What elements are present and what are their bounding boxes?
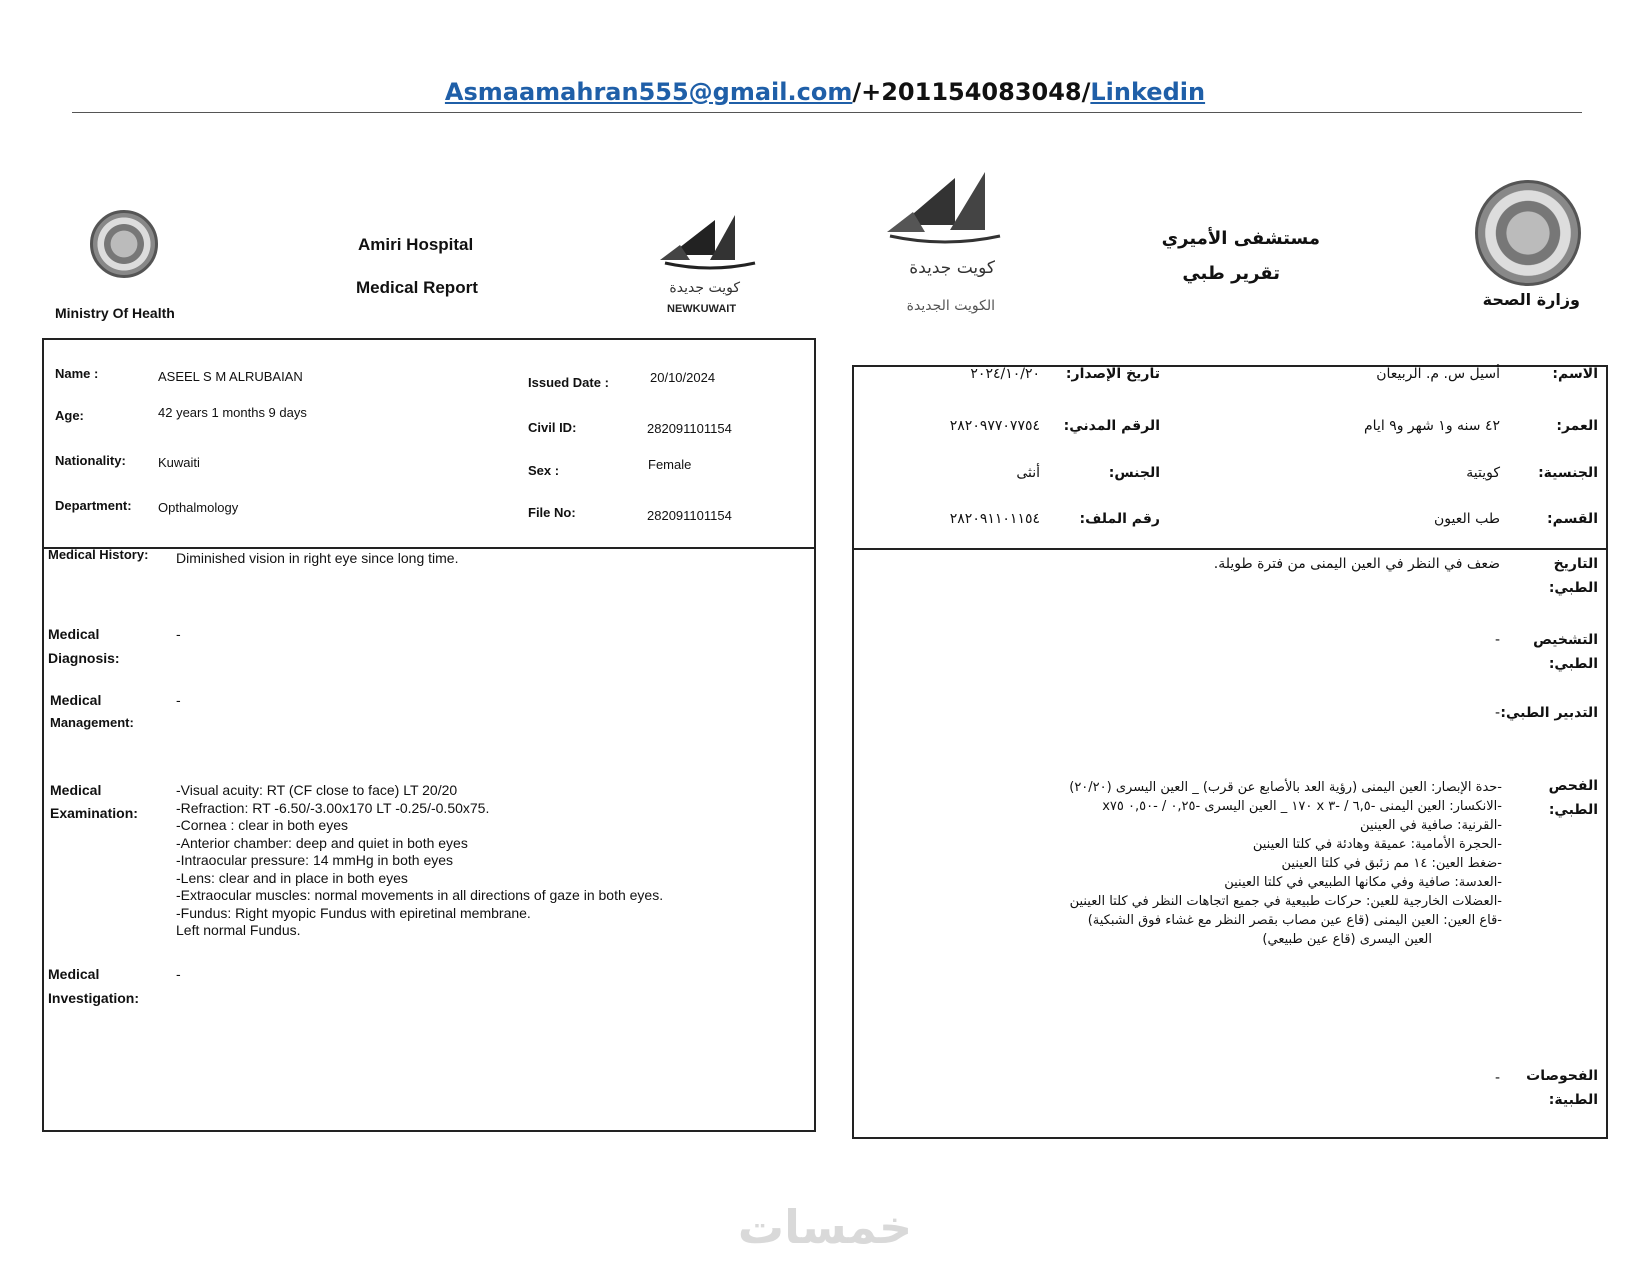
investigation-label: Medical	[48, 966, 100, 982]
issued-value: 20/10/2024	[650, 370, 716, 385]
age-value: 42 years 1 months 9 days	[158, 405, 307, 420]
sex-label-ar: الجنس:	[1108, 465, 1160, 481]
examination-label-2: Examination:	[50, 805, 138, 821]
management-value: -	[176, 692, 181, 708]
civil-label-ar: الرقم المدني:	[1063, 418, 1160, 434]
name-value: ASEEL S M ALRUBAIAN	[158, 369, 303, 384]
investigation-label-ar: الفحوصات	[1526, 1068, 1598, 1084]
nationality-value: Kuwaiti	[158, 455, 200, 470]
name-value-ar: أسيل س. م. الربيعان	[1376, 366, 1500, 382]
nationality-label: Nationality:	[55, 453, 126, 468]
investigation-label-ar-2: الطبية:	[1548, 1092, 1598, 1108]
management-label: Medical	[50, 692, 102, 708]
history-value-ar: ضعف في النظر في العين اليمنى من فترة طويلة.	[1213, 556, 1500, 572]
diagnosis-value-ar: -	[1494, 632, 1500, 648]
exam-line: -Anterior chamber: deep and quiet in both eyes	[176, 834, 468, 851]
exam-line: -Refraction: RT -6.50/-3.00x170 LT -0.25/-0.50x75.	[176, 799, 490, 816]
exam-line: -Lens: clear and in place in both eyes	[176, 869, 408, 886]
examination-label-ar-2: الطبي:	[1548, 802, 1598, 818]
exam-line: -Visual acuity: RT (CF close to face) LT 20/20	[176, 782, 458, 798]
examination-label-ar: الفحص	[1548, 778, 1598, 794]
section-divider	[42, 547, 814, 549]
examination-label: Medical	[50, 782, 102, 798]
examination-list	[176, 782, 663, 940]
department-label-ar: القسم:	[1547, 511, 1598, 527]
file-value: 282091101154	[647, 508, 732, 523]
hospital-name-ar: مستشفى الأميري	[1161, 228, 1320, 249]
management-value-ar: -	[1494, 705, 1500, 721]
examination-list-ar	[960, 778, 1502, 949]
file-label-ar: رقم الملف:	[1079, 511, 1160, 527]
age-label-ar: العمر:	[1556, 418, 1598, 434]
department-label: Department:	[55, 498, 132, 513]
exam-line-ar: -قاع العين: العين اليمنى (قاع عين مصاب بقصر النظر مع غشاء فوق الشبكية)	[1087, 913, 1502, 928]
exam-line-ar: -الانكسار: العين اليمنى -٦,٥ / -٣ x ١٧٠ _ العين اليسرى -٠,٢٥ / -٠,٥٠ x٧٥	[1102, 799, 1502, 814]
sex-value-ar: أنثى	[1016, 465, 1040, 481]
kuwait-emblem-icon	[1475, 180, 1581, 286]
logo-arabic-text: كويت جديدة	[909, 258, 995, 278]
name-label-ar: الاسم:	[1552, 366, 1598, 382]
report-title: Medical Report	[356, 278, 478, 297]
nationality-value-ar: كويتية	[1466, 465, 1500, 481]
report-title-ar: تقرير طبي	[1182, 263, 1280, 284]
management-label-2: Management:	[50, 715, 134, 730]
file-label: File No:	[528, 505, 576, 520]
age-value-ar: ٤٢ سنه و١ شهر و٩ ايام	[1364, 418, 1500, 434]
exam-line-ar: -القرنية: صافية في العينين	[1360, 818, 1502, 833]
diagnosis-label-ar: التشخيص	[1533, 632, 1598, 648]
email-link[interactable]: Asmaamahran555@gmail.com	[444, 78, 853, 106]
age-label: Age:	[55, 408, 84, 423]
issued-value-ar: ٢٠٢٤/١٠/٢٠	[970, 366, 1040, 382]
nationality-label-ar: الجنسية:	[1538, 465, 1598, 481]
separator: /	[852, 78, 862, 106]
exam-line: -Cornea : clear in both eyes	[176, 817, 348, 833]
phone-number: +201154083048	[861, 78, 1082, 106]
civil-label: Civil ID:	[528, 420, 577, 435]
issued-label: Issued Date :	[528, 375, 609, 390]
management-label-ar: التدبير الطبي:	[1500, 705, 1598, 721]
kuwait-emblem-icon	[90, 210, 158, 278]
linkedin-link[interactable]: Linkedin	[1090, 78, 1206, 106]
exam-line-ar: -العضلات الخارجية للعين: حركات طبيعية في جميع اتجاهات النظر في كلتا العينين	[1069, 894, 1502, 909]
civil-value-ar: ٢٨٢٠٩٧٧٠٧٧٥٤	[949, 418, 1040, 434]
arabic-report-box	[852, 365, 1608, 1139]
civil-value: 282091101154	[647, 421, 732, 436]
exam-line: -Intraocular pressure: 14 mmHg in both eyes	[176, 852, 454, 868]
issued-label-ar: تاريخ الإصدار:	[1065, 366, 1160, 382]
exam-line-ar: العين اليسرى (قاع عين طبيعي)	[1262, 932, 1432, 947]
logo-arabic-text: كويت جديدة	[669, 280, 740, 296]
history-label-ar-2: الطبي:	[1548, 580, 1598, 596]
department-value-ar: طب العيون	[1434, 511, 1500, 527]
diagnosis-label-2: Diagnosis:	[48, 650, 120, 666]
investigation-value-ar: -	[1494, 1070, 1500, 1086]
history-value: Diminished vision in right eye since long time.	[176, 550, 459, 566]
exam-line: -Fundus: Right myopic Fundus with epiretinal membrane.	[176, 904, 531, 921]
logo-arabic-subtext: الكويت الجديدة	[906, 298, 995, 314]
history-label: Medical History:	[48, 547, 149, 562]
new-kuwait-logo-icon	[885, 170, 1005, 260]
separator: /	[1081, 78, 1091, 106]
diagnosis-label-ar-2: الطبي:	[1548, 656, 1598, 672]
section-divider	[852, 548, 1606, 550]
exam-line: -Extraocular muscles: normal movements in all directions of gaze in both eyes.	[176, 887, 664, 903]
investigation-value: -	[176, 966, 181, 982]
investigation-label-2: Investigation:	[48, 990, 140, 1006]
header-divider	[72, 112, 1582, 113]
exam-line-ar: -العدسة: صافية وفي مكانها الطبيعي في كلتا العينين	[1224, 875, 1502, 890]
file-value-ar: ٢٨٢٠٩١١٠١١٥٤	[949, 511, 1040, 527]
department-value: Opthalmology	[158, 500, 239, 515]
contact-line	[0, 78, 1650, 106]
sex-label: Sex :	[528, 463, 560, 478]
watermark-text: خمسات	[737, 1200, 913, 1254]
ministry-label: Ministry Of Health	[55, 305, 175, 321]
diagnosis-label: Medical	[48, 626, 100, 642]
exam-line-ar: -حدة الإبصار: العين اليمنى (رؤية العد بالأصابع عن قرب) _ العين اليسرى (٢٠/٢٠)	[1069, 780, 1502, 795]
diagnosis-value: -	[176, 626, 181, 642]
hospital-name: Amiri Hospital	[358, 235, 474, 254]
sex-value: Female	[648, 457, 692, 472]
exam-line-ar: -ضغط العين: ١٤ مم زئبق في كلتا العينين	[1281, 856, 1502, 871]
exam-line: Left normal Fundus.	[176, 922, 301, 938]
name-label: Name :	[55, 366, 99, 381]
exam-line-ar: -الحجرة الأمامية: عميقة وهادئة في كلتا العينين	[1252, 837, 1502, 852]
history-label-ar: التاريخ	[1553, 556, 1598, 572]
new-kuwait-logo-icon	[660, 215, 760, 285]
ministry-label-ar: وزارة الصحة	[1482, 290, 1580, 309]
logo-text: NEWKUWAIT	[667, 303, 737, 315]
